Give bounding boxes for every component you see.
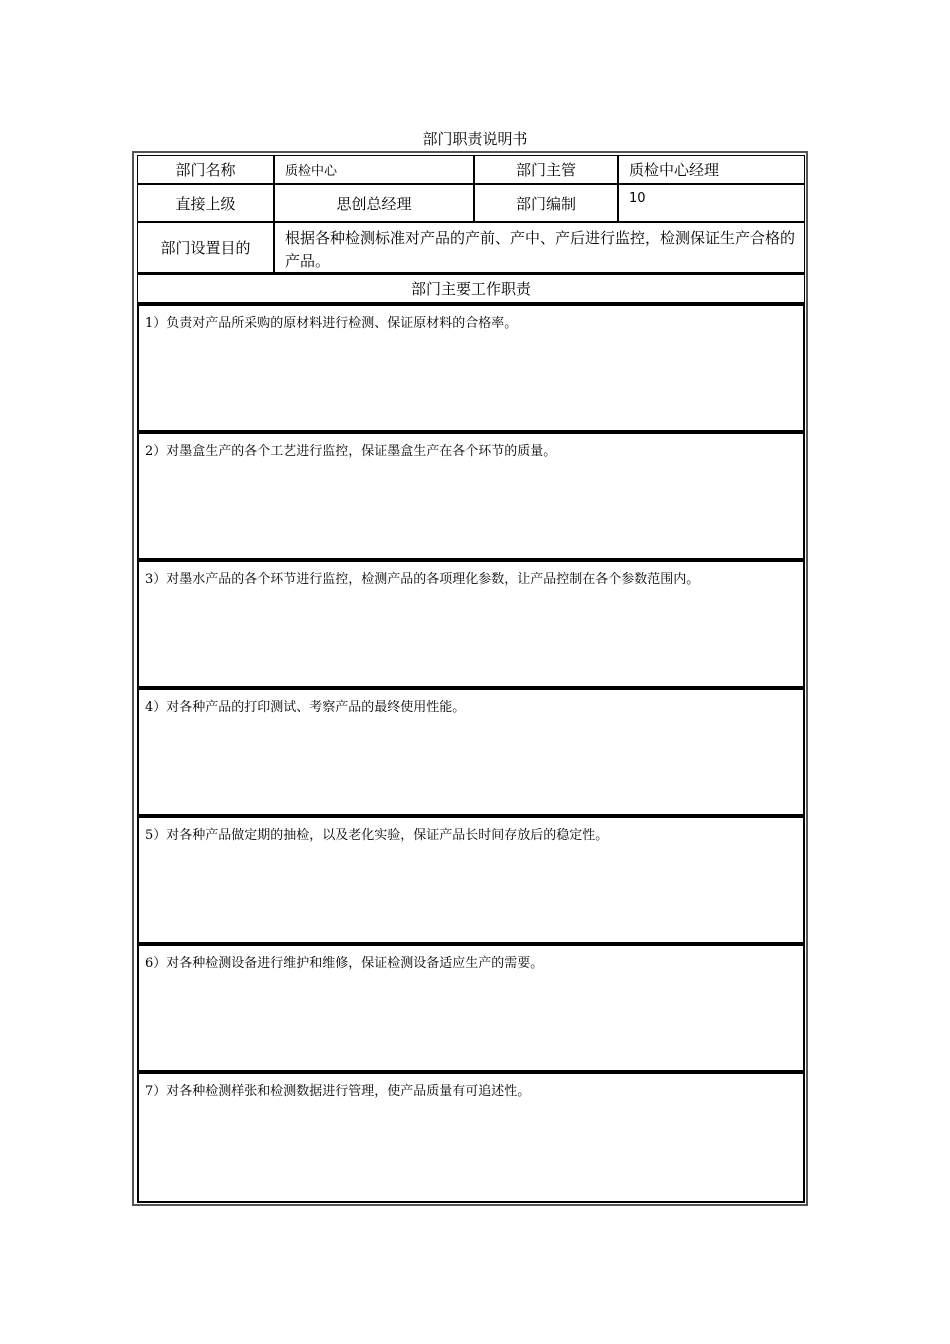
dept-name-value: 质检中心	[274, 155, 474, 184]
purpose-label: 部门设置目的	[137, 222, 274, 273]
duty-item-1: 1）负责对产品所采购的原材料进行检测、保证原材料的合格率。	[137, 304, 805, 432]
headcount-label: 部门编制	[474, 184, 618, 222]
manager-label: 部门主管	[474, 155, 618, 184]
headcount-value: 10	[618, 184, 805, 222]
responsibility-table	[132, 151, 808, 1206]
document-title: 部门职责说明书	[422, 130, 528, 148]
superior-label: 直接上级	[137, 184, 274, 222]
duty-item-3: 3）对墨水产品的各个环节进行监控，检测产品的各项理化参数，让产品控制在各个参数范围内。	[137, 560, 805, 688]
duty-item-7: 7）对各种检测样张和检测数据进行管理，使产品质量有可追述性。	[137, 1072, 805, 1203]
superior-value: 思创总经理	[274, 184, 474, 222]
purpose-value: 根据各种检测标准对产品的产前、产中、产后进行监控，检测保证生产合格的产品。	[274, 222, 805, 273]
duty-item-6: 6）对各种检测设备进行维护和维修，保证检测设备适应生产的需要。	[137, 944, 805, 1072]
manager-value: 质检中心经理	[618, 155, 805, 184]
duties-header: 部门主要工作职责	[137, 273, 805, 304]
dept-name-label: 部门名称	[137, 155, 274, 184]
duty-item-2: 2）对墨盒生产的各个工艺进行监控，保证墨盒生产在各个环节的质量。	[137, 432, 805, 560]
duty-item-5: 5）对各种产品做定期的抽检，以及老化实验，保证产品长时间存放后的稳定性。	[137, 816, 805, 944]
duty-item-4: 4）对各种产品的打印测试、考察产品的最终使用性能。	[137, 688, 805, 816]
